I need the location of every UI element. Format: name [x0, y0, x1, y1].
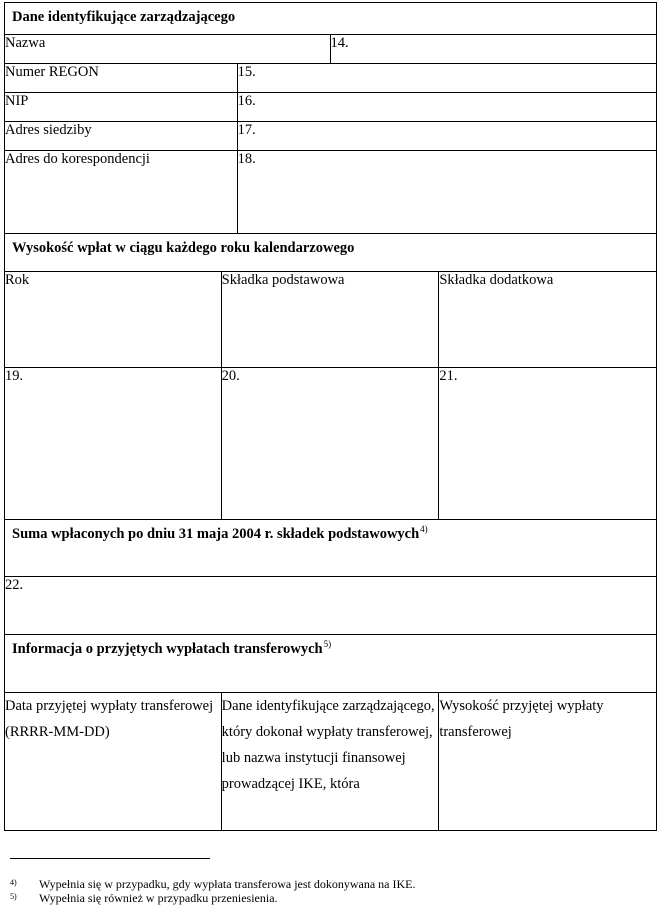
- field-number-19: 19.: [5, 368, 24, 384]
- field-20[interactable]: [221, 368, 439, 520]
- label-adres-siedziby: Adres siedziby: [5, 122, 238, 151]
- header-transfer-amount: Wysokość przyjętej wypłaty transferowej: [439, 693, 657, 831]
- row-payment-headers: [5, 272, 657, 368]
- footnote-text-5: Wypełnia się również w przypadku przeniesienia.: [39, 891, 278, 905]
- row-sum: [5, 577, 657, 635]
- row-nip: [5, 93, 657, 122]
- field-number-16: 16.: [237, 93, 256, 109]
- label-nazwa: Nazwa: [5, 35, 331, 64]
- field-number-14: 14.: [330, 35, 349, 51]
- field-number-21: 21.: [439, 368, 458, 384]
- field-14[interactable]: [330, 35, 657, 64]
- header-rok: Rok: [5, 272, 222, 368]
- section-title-payments: Wysokość wpłat w ciągu każdego roku kalendarzowego: [5, 234, 657, 272]
- footnote-ref-5: 5): [323, 639, 332, 650]
- section-header-payments: [5, 234, 657, 272]
- header-skladka-podstawowa: Składka podstawowa: [221, 272, 439, 368]
- field-18[interactable]: [237, 151, 656, 234]
- section-title-sum-text: Suma wpłaconych po dniu 31 maja 2004 r. składek podstawowych: [12, 526, 420, 542]
- footnote-4: [10, 878, 416, 891]
- section-title-transfers: [5, 635, 657, 693]
- field-number-20: 20.: [221, 368, 240, 384]
- field-16[interactable]: [237, 93, 656, 122]
- header-skladka-dodatkowa: Składka dodatkowa: [439, 272, 657, 368]
- footnote-divider: [10, 858, 210, 859]
- footnote-number-5: 5): [10, 892, 17, 901]
- row-adres-siedziby: [5, 122, 657, 151]
- section-header-sum: [5, 520, 657, 577]
- field-number-15: 15.: [237, 64, 256, 80]
- section-header-manager: [5, 3, 657, 35]
- row-regon: [5, 64, 657, 93]
- footnote-text-4: Wypełnia się w przypadku, gdy wypłata transferowa jest dokonywana na IKE.: [39, 877, 416, 891]
- footnote-number-4: 4): [10, 878, 17, 887]
- field-22[interactable]: [5, 577, 657, 635]
- label-nip: NIP: [5, 93, 238, 122]
- field-number-18: 18.: [237, 151, 256, 167]
- row-nazwa: [5, 35, 657, 64]
- label-regon: Numer REGON: [5, 64, 238, 93]
- field-21[interactable]: [439, 368, 657, 520]
- field-17[interactable]: [237, 122, 656, 151]
- section-title-manager: Dane identyfikujące zarządzającego: [5, 3, 657, 35]
- field-15[interactable]: [237, 64, 656, 93]
- footnote-5: [10, 892, 278, 905]
- row-transfer-headers: [5, 693, 657, 831]
- row-adres-korespondencji: [5, 151, 657, 234]
- header-transfer-manager: Dane identyfikujące zarządzającego, który dokonał wypłaty transferowej, lub nazwa instytucji finansowej prowadzącej IKE, która: [221, 693, 439, 831]
- field-number-22: 22.: [5, 577, 24, 593]
- field-number-17: 17.: [237, 122, 256, 138]
- field-19[interactable]: [5, 368, 222, 520]
- section-title-sum: [5, 520, 657, 577]
- section-header-transfers: [5, 635, 657, 693]
- footnote-ref-4: 4): [420, 524, 428, 535]
- row-payment-values: [5, 368, 657, 520]
- section-title-transfers-text: Informacja o przyjętych wypłatach transferowych: [12, 641, 323, 657]
- form-table: [4, 2, 657, 831]
- label-adres-korespondencji: Adres do korespondencji: [5, 151, 238, 234]
- header-transfer-date: Data przyjętej wypłaty transferowej (RRRR-MM-DD): [5, 693, 222, 831]
